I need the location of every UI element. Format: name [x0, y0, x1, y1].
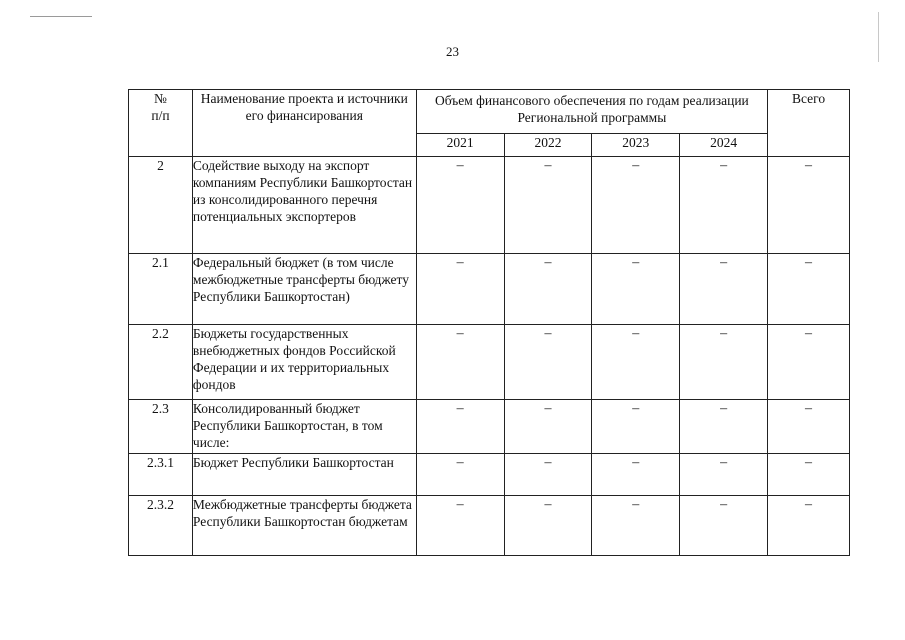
cell-value: – — [504, 254, 592, 325]
cell-value: – — [592, 254, 680, 325]
cell-value: – — [416, 157, 504, 254]
row-name: Консолидированный бюджет Республики Башкортостан, в том числе: — [192, 400, 416, 454]
header-year: 2021 — [416, 134, 504, 157]
cell-value: – — [592, 400, 680, 454]
cell-value: – — [504, 496, 592, 556]
cell-value: – — [592, 157, 680, 254]
cell-value: – — [680, 325, 768, 400]
cell-value: – — [416, 496, 504, 556]
header-name: Наименование проекта и источники его финансирования — [192, 90, 416, 157]
cell-value: – — [680, 496, 768, 556]
header-volume: Объем финансового обеспечения по годам реализации Региональной программы — [416, 90, 767, 134]
cell-value: – — [416, 325, 504, 400]
header-num: № п/п — [129, 90, 193, 157]
cell-value: – — [680, 454, 768, 496]
cell-value: – — [768, 454, 850, 496]
cell-value: – — [504, 325, 592, 400]
table-row — [129, 157, 850, 254]
row-name: Содействие выходу на экспорт компаниям Республики Башкортостан из консолидированного перечня потенциальных экспортеров — [192, 157, 416, 254]
cell-value: – — [504, 400, 592, 454]
table-row — [129, 325, 850, 400]
cell-value: – — [504, 454, 592, 496]
row-number: 2.3 — [129, 400, 193, 454]
cell-value: – — [768, 157, 850, 254]
table-row — [129, 254, 850, 325]
cell-value: – — [768, 496, 850, 556]
row-name: Межбюджетные трансферты бюджета Республики Башкортостан бюджетам — [192, 496, 416, 556]
cell-value: – — [768, 254, 850, 325]
header-year: 2024 — [680, 134, 768, 157]
row-name: Бюджет Республики Башкортостан — [192, 454, 416, 496]
cell-value: – — [592, 454, 680, 496]
cell-value: – — [768, 400, 850, 454]
cell-value: – — [416, 400, 504, 454]
cell-value: – — [504, 157, 592, 254]
cell-value: – — [680, 157, 768, 254]
table-row — [129, 454, 850, 496]
row-number: 2.1 — [129, 254, 193, 325]
cell-value: – — [680, 400, 768, 454]
cell-value: – — [592, 325, 680, 400]
header-year: 2023 — [592, 134, 680, 157]
row-number: 2.3.2 — [129, 496, 193, 556]
row-name: Бюджеты государственных внебюджетных фондов Российской Федерации и их территориальных фондов — [192, 325, 416, 400]
scan-mark-top-left — [30, 16, 92, 17]
table-row — [129, 400, 850, 454]
header-year: 2022 — [504, 134, 592, 157]
row-number: 2 — [129, 157, 193, 254]
cell-value: – — [592, 496, 680, 556]
cell-value: – — [768, 325, 850, 400]
financing-table — [128, 89, 850, 556]
cell-value: – — [680, 254, 768, 325]
row-number: 2.2 — [129, 325, 193, 400]
cell-value: – — [416, 454, 504, 496]
row-number: 2.3.1 — [129, 454, 193, 496]
cell-value: – — [416, 254, 504, 325]
header-total: Всего — [768, 90, 850, 157]
row-name: Федеральный бюджет (в том числе межбюджетные трансферты бюджету Республики Башкортостан) — [192, 254, 416, 325]
table-row — [129, 496, 850, 556]
page-number: 23 — [446, 44, 459, 59]
